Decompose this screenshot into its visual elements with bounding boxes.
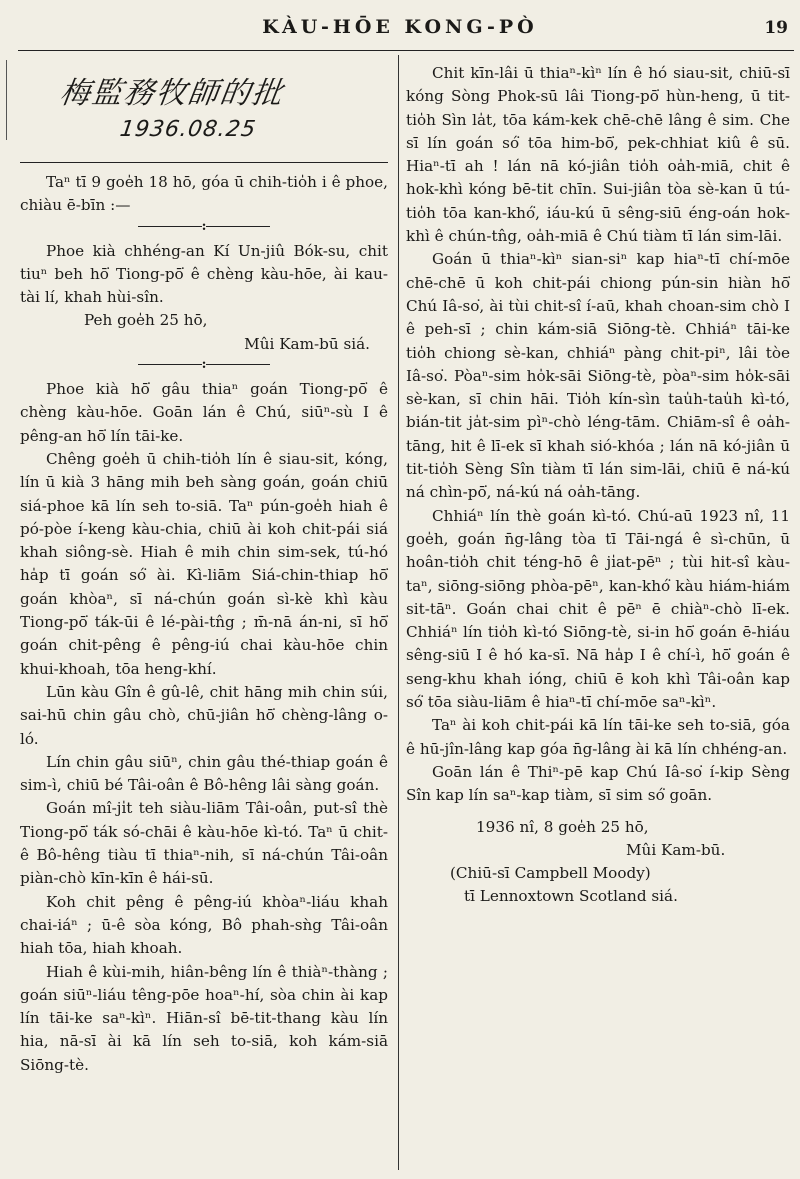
page-number: 19	[764, 18, 788, 38]
handwritten-title: 梅監務牧師的批	[57, 76, 287, 111]
separator-mark: :	[201, 357, 207, 373]
body-paragraph: Koh chit pêng ê pêng-iú khòaⁿ-liáu khah chai-iáⁿ ; ū-ê sòa kóng, Bô phah-sǹg Tâi-oân hiah tōa, hiah khoah.	[20, 892, 388, 958]
body-paragraph: Chhiáⁿ lín thè goán kì-tó. Chú-aū 1923 nî, 11 goe̍h, goán n̄g-lâng tòa tī Tāi-ngá ê sì-chūn, ū hoân-tio̍h chit téng-hō ê ji̍at-pēⁿ ; tùi hit-sî kàu-taⁿ, siōng-siōng phòa-pēⁿ, kan-khó͘ kàu hiám-hiám sit-tāⁿ. Goán chai chit ê pēⁿ ē chiàⁿ-chò lī-ek. Chhiáⁿ lín tio̍h kì-tó Siōng-tè, si-in hō͘ goán ē-hiáu sêng-siū I ê hó ka-sī. Nā ha̍p I ê chí-ì, hō͘ goán ê seng-khu khah ióng, chiū ē koh khì Tâi-oân kap só͘ tōa siàu-liām ê hiaⁿ-tī chí-mōe saⁿ-kìⁿ.	[406, 506, 790, 712]
left-column	[20, 60, 388, 1077]
right-column	[406, 62, 790, 909]
body-paragraph: Chit kīn-lâi ū thiaⁿ-kìⁿ lín ê hó siau-sit, chiū-sī kóng Sòng Phok-sū lâi Tiong-pō͘ hùn-heng, ū tit-tio̍h Sìn la̍t, tōa kám-kek chē-chē lâng ê sim. Che sī lín goán só͘ tōa him-bō͘, pek-chhiat kiû ê sū. Hiaⁿ-tī ah ! lán nā kó-jiân tio̍h oa̍h-miā, chit ê hok-khì kóng bē-tit chīn. Sui-jiân tòa sè-kan ū tú-tio̍h tōa kan-khó͘, iáu-kú ū sêng-siū éng-oán hok-khì ê chún-tn̂g, oa̍h-miā ê Chú tiàm tī lán sim-lāi.	[406, 64, 790, 246]
annotation-rule	[20, 162, 388, 163]
body-paragraph: Lín chin gâu siūⁿ, chin gâu thé-thiap goán ê sim-ì, chiū bé Tâi-oân ê Bô-hêng lâi sàng goán.	[20, 752, 388, 795]
handwritten-date: 1936.08.25	[118, 117, 258, 142]
signature-location: tī Lennoxtown Scotland siá.	[464, 887, 678, 906]
letter-date: Peh goe̍h 25 hō,	[84, 311, 208, 330]
running-title: KÀU-HŌE KONG-PÒ	[262, 16, 538, 38]
body-paragraph: Hiah ê kùi-mih, hiân-bêng lín ê thiàⁿ-thàng ; goán siūⁿ-liáu têng-pōe hoaⁿ-hí, sòa chin ài kap lín tāi-ke saⁿ-kìⁿ. Hiān-sî bē-tit-thang kàu lín hia, nā-sī ài kā lín seh to-siā, koh kám-siā Siōng-tè.	[20, 962, 388, 1074]
closing-signature: Mûi Kam-bū.	[626, 840, 726, 859]
header-rule	[18, 50, 794, 51]
separator-mark: :	[201, 218, 207, 234]
body-paragraph: Taⁿ ài koh chit-pái kā lín tāi-ke seh to-siā, góa ê hū-jîn-lâng kap góa n̄g-lâng ài kā lín chhéng-an.	[406, 716, 790, 758]
body-paragraph: Chêng goe̍h ū chih-tio̍h lín ê siau-sit, kóng, lín ū kià 3 hāng mih beh sàng goán, goán chiū siá-phoe kā lín seh to-siā. Taⁿ pún-goe̍h hiah ê pó-pòe í-keng kàu-chia, chiū ài koh chit-pái siá khah siông-sè. Hiah ê mih chin sim-sek, tú-hó ha̍p tī goán só͘ ài. Kì-liām Siá-chin-thiap hō͘ goán khòaⁿ, sī ná-chún goán sì-kè khì kàu Tiong-pō͘ ták-ūi ê lé-pài-tn̂g ; m̄-nā án-ni, sī hō͘ goán chit-pêng ê pêng-iú chai kàu-hōe chin khui-khoah, tōa heng-khí.	[20, 449, 388, 678]
column-divider	[398, 55, 399, 1170]
body-paragraph: Goán mî-ji̍t teh siàu-liām Tâi-oân, put-sî thè Tiong-pō͘ ták só-chāi ê kàu-hōe kì-tó. Taⁿ ū chit-ê Bô-hêng tiàu tī thiaⁿ-nih, sī ná-chún Tâi-oân piàn-chò kīn-kīn ê hái-sū.	[20, 799, 388, 888]
letter-signature: Mûi Kam-bū siá.	[244, 334, 370, 353]
section-separator	[20, 218, 388, 240]
signature-note: (Chiū-sī Campbell Moody)	[450, 864, 651, 883]
intro-paragraph: Taⁿ tī 9 goe̍h 18 hō, góa ū chih-tio̍h i ê phoe, chiàu ē-bīn :—	[20, 173, 388, 215]
page-header	[0, 16, 800, 48]
body-paragraph: Lūn kàu Gîn ê gû-lê, chit hāng mih chin súi, sai-hū chin gâu chò, chū-jiân hō͘ chèng-lâng o-ló.	[20, 682, 388, 748]
binding-edge	[0, 60, 7, 140]
section-separator	[20, 356, 388, 378]
letter-paragraph: Phoe kià chhéng-an Kí Un-jiû Bók-su, chit tiuⁿ beh hō͘ Tiong-pō͘ ê chèng kàu-hōe, ài kau-tài lí, khah hùi-sîn.	[20, 241, 388, 307]
body-paragraph: Goān lán ê Thiⁿ-pē kap Chú Iâ-so͘ í-kip Sèng Sîn kap lín saⁿ-kap tiàm, sī sim só͘ goān.	[406, 762, 790, 805]
body-paragraph: Goán ū thiaⁿ-kìⁿ sian-siⁿ kap hiaⁿ-tī chí-mōe chē-chē ū koh chit-pái chiong pún-sin hiàn hō͘ Chú Iâ-so͘, ài tùi chit-sî í-aū, khah choan-sim chò I ê peh-sī ; chin kám-siā Siōng-tè. Chhiáⁿ tāi-ke tio̍h chiong sè-kan, chhiáⁿ pàng chit-piⁿ, lâi tòe Iâ-so͘. Pòaⁿ-sim ho̍k-sāi Siōng-tè, pòaⁿ-sim ho̍k-sāi sè-kan, sī chin hāi. Tio̍h kín-sìn tau̍h-tau̍h kì-tó, bián-tit ja̍t-sim pìⁿ-chò léng-tām. Chiām-sî ê oa̍h-tāng, hit ê lī-ek sī khah sió-khóa ; lán nā kó-jiân ū tit-tio̍h Sèng Sîn tiàm tī lán sim-lāi, chiū ē ná-kú ná chìn-pō͘, ná-kú ná oa̍h-tāng.	[406, 250, 790, 502]
handwritten-annotation	[20, 60, 388, 156]
closing-date: 1936 nî, 8 goe̍h 25 hō,	[476, 817, 649, 836]
body-paragraph: Phoe kià hō͘ gâu thiaⁿ goán Tiong-pō͘ ê chèng kàu-hōe. Goān lán ê Chú, siūⁿ-sù I ê pêng-an hō͘ lín tāi-ke.	[20, 380, 388, 445]
